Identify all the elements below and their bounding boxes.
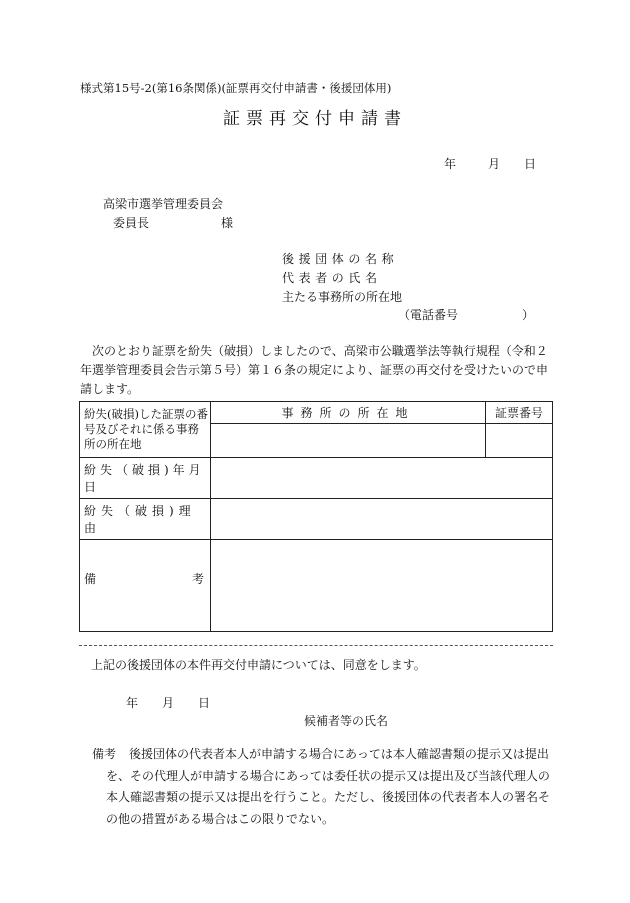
form-number: 様式第15号-2(第16条関係)(証票再交付申請書・後援団体用) — [80, 81, 392, 95]
cert-number-cell[interactable] — [486, 424, 553, 458]
application-date — [444, 155, 536, 172]
day-label: 日 — [524, 157, 537, 171]
rep-name-label: 代表者の氏名 — [282, 271, 382, 285]
year-label: 年 — [444, 157, 457, 171]
remarks-label — [80, 540, 211, 632]
consent-day-label: 日 — [198, 696, 211, 710]
addressee-honorific: 様 — [221, 216, 234, 230]
group-name-label: 後援団体の名称 — [282, 252, 399, 266]
remarks-note — [92, 744, 562, 830]
note-line1: 後援団体の代表者本人が申請する場合にあっては本人確認書類の提示又は提出 — [129, 747, 549, 761]
loss-reason-cell[interactable] — [211, 499, 553, 540]
phone-label: （電話番号 — [398, 308, 459, 322]
page-title: 証票再交付申請書 — [223, 109, 407, 129]
loss-reason-label: 紛失（破損)理由 — [80, 499, 211, 540]
consent-month-label: 月 — [162, 696, 175, 710]
office-address-cell[interactable] — [211, 424, 486, 458]
month-label: 月 — [488, 157, 501, 171]
consent-date — [126, 694, 210, 711]
remarks-cell[interactable] — [211, 540, 553, 632]
lost-cert-label: 紛失(破損)した証票の番号及びそれに係る事務所の所在地 — [80, 402, 211, 458]
consent-text: 上記の後援団体の本件再交付申請については、同意をします。 — [91, 658, 426, 672]
cert-number-header: 証票番号 — [486, 402, 553, 424]
dashed-divider — [79, 645, 553, 646]
remarks-label-left: 備 — [84, 572, 97, 586]
note-line3: 本人確認書類の提示又は提出を行うこと。ただし、後援団体の代表者本人の署名そ — [106, 790, 551, 804]
addressee-title — [113, 214, 234, 231]
loss-date-label: 紛失（破損)年月日 — [80, 458, 211, 499]
details-table — [79, 401, 553, 632]
remarks-label-right: 考 — [191, 572, 204, 586]
note-line4: の他の措置がある場合はこの限りでない。 — [106, 811, 335, 826]
request-body: 次のとおり証票を紛失（破損）しましたので、高梁市公職選挙法等執行規程（令和２年選挙管理委員会告示第５号）第１６条の規定により、証票の再交付を受けたいので申請します。 — [80, 344, 549, 396]
loss-date-cell[interactable] — [211, 458, 553, 499]
office-address-header: 事務所の所在地 — [211, 402, 486, 424]
note-line2: を、その代理人が申請する場合にあっては委任状の提示又は提出及び当該代理人の — [106, 768, 550, 783]
addressee-org: 高梁市選挙管理委員会 — [103, 197, 224, 211]
phone-close: ） — [522, 308, 535, 322]
office-address-label: 主たる事務所の所在地 — [282, 290, 403, 304]
candidate-name-label: 候補者等の氏名 — [304, 714, 389, 728]
phone-line — [398, 306, 535, 323]
addressee-chair: 委員長 — [113, 216, 150, 230]
note-head: 備考 — [92, 747, 117, 761]
consent-year-label: 年 — [126, 696, 139, 710]
